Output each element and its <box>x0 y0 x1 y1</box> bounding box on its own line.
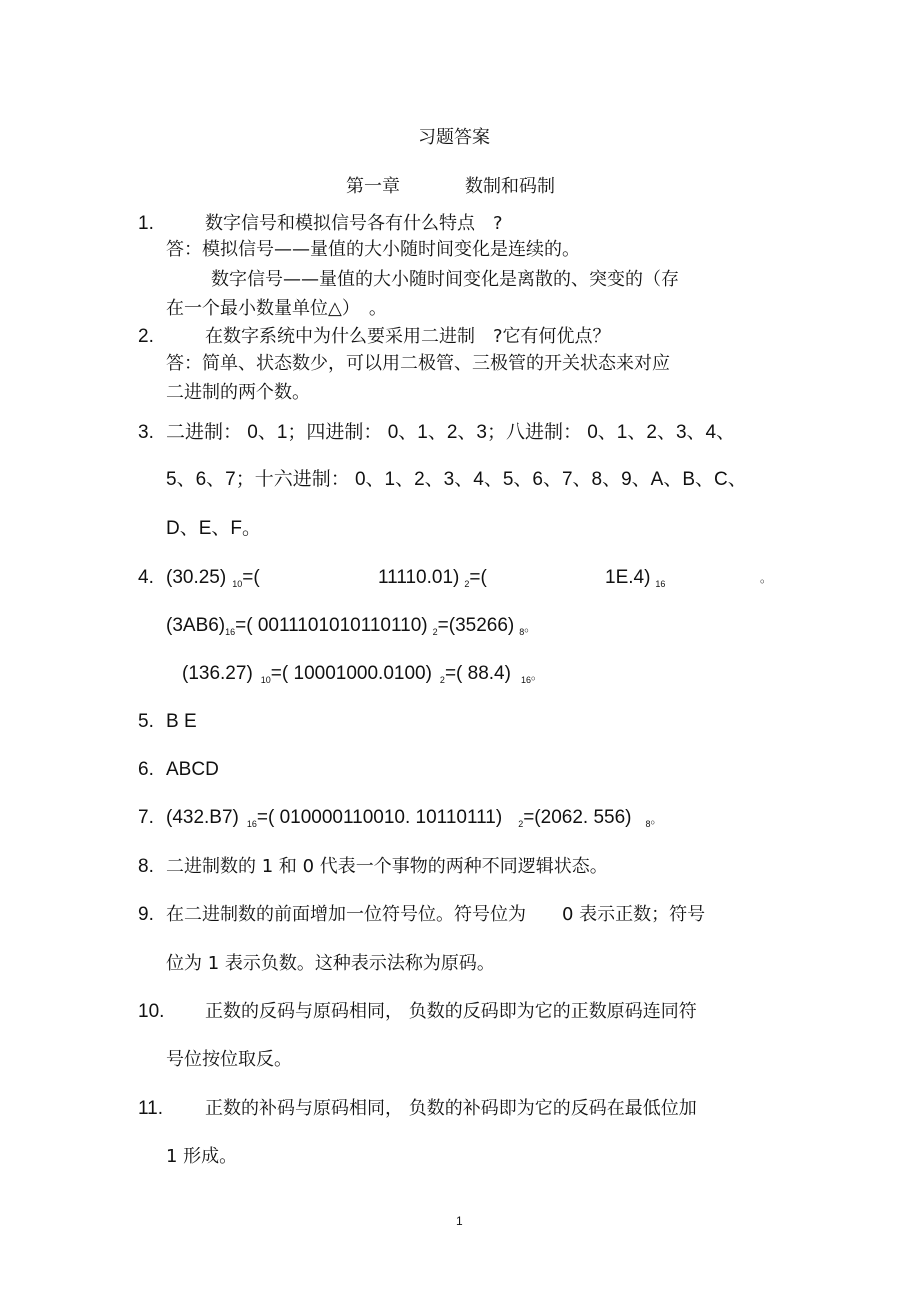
item-number-6: 6. <box>138 759 154 780</box>
item-number-8: 8. <box>138 856 154 877</box>
answer-6: ABCD <box>166 759 219 780</box>
answer-9-line-2: 位为 1 表示负数。这种表示法称为原码。 <box>166 953 495 974</box>
item-number-5: 5. <box>138 711 154 732</box>
answer-2-line-1: 答：简单、状态数少，可以用二极管、三极管的开关状态来对应 <box>166 353 670 374</box>
conversion-4-1-hex: 1E.4) $_{16}$ <box>605 567 666 589</box>
question-2: 在数字系统中为什么要采用二进制 ?它有何优点？ <box>205 326 611 347</box>
page-title: 习题答案 <box>418 127 490 148</box>
answer-1-line-3: 在一个最小数量单位△） 。 <box>166 298 387 319</box>
item-number-4: 4. <box>138 567 154 588</box>
item-number-10: 10. <box>138 1001 165 1022</box>
item-number-1: 1. <box>138 213 154 234</box>
answer-10-line-2: 号位按位取反。 <box>166 1049 292 1070</box>
answer-11-line-2: 1 形成。 <box>166 1146 238 1167</box>
item-number-3: 3. <box>138 422 154 443</box>
chapter-label: 第一章 <box>346 176 400 197</box>
answer-8: 二进制数的 1 和 0 代表一个事物的两种不同逻辑状态。 <box>166 856 608 877</box>
conversion-4-3: (136.27) $_{10}$=( 10001000.0100) $_2$=( 88.4) $_{16}$。 <box>182 663 543 685</box>
conversion-4-1-decimal: (30.25) $_{10}$=( <box>166 567 260 589</box>
item-number-11: 11. <box>138 1098 164 1119</box>
conversion-4-2: $(3AB6)_{16}=$( 0011101010110110) $_2$=(35266) $_8$。 <box>166 615 537 637</box>
chapter-name: 数制和码制 <box>465 176 555 197</box>
answer-3-line-2: 5、6、7；十六进制： 0、1、2、3、4、5、6、7、8、9、A、B、C、 <box>166 469 747 490</box>
answer-2-line-2: 二进制的两个数。 <box>166 382 310 403</box>
item-number-2: 2. <box>138 326 154 347</box>
conversion-4-1-end: 。 <box>760 571 773 585</box>
item-number-7: 7. <box>138 807 154 828</box>
answer-9-line-1: 在二进制数的前面增加一位符号位。符号位为 0 表示正数；符号 <box>166 904 706 925</box>
answer-5: B E <box>166 711 197 732</box>
answer-1-line-2: 数字信号——量值的大小随时间变化是离散的、突变的（存 <box>211 269 679 290</box>
answer-1-line-1: 答：模拟信号——量值的大小随时间变化是连续的。 <box>166 239 580 260</box>
page-number: 1 <box>456 1214 463 1228</box>
answer-3-line-3: D、E、F。 <box>166 518 262 539</box>
question-1: 数字信号和模拟信号各有什么特点 ? <box>205 213 503 234</box>
conversion-4-1-binary: 11110.01) $_2$=( <box>378 567 487 589</box>
item-number-9: 9. <box>138 904 154 925</box>
conversion-7: (432.B7) $_{16}$=( 010000110010. 10110111) $_2$=(2062. 556) $_8$。 <box>166 807 663 829</box>
answer-10-line-1: 正数的反码与原码相同， 负数的反码即为它的正数原码连同符 <box>205 1001 697 1022</box>
answer-3-line-1: 二进制： 0、1；四进制： 0、1、2、3；八进制： 0、1、2、3、4、 <box>166 422 736 443</box>
answer-11-line-1: 正数的补码与原码相同， 负数的补码即为它的反码在最低位加 <box>205 1098 697 1119</box>
